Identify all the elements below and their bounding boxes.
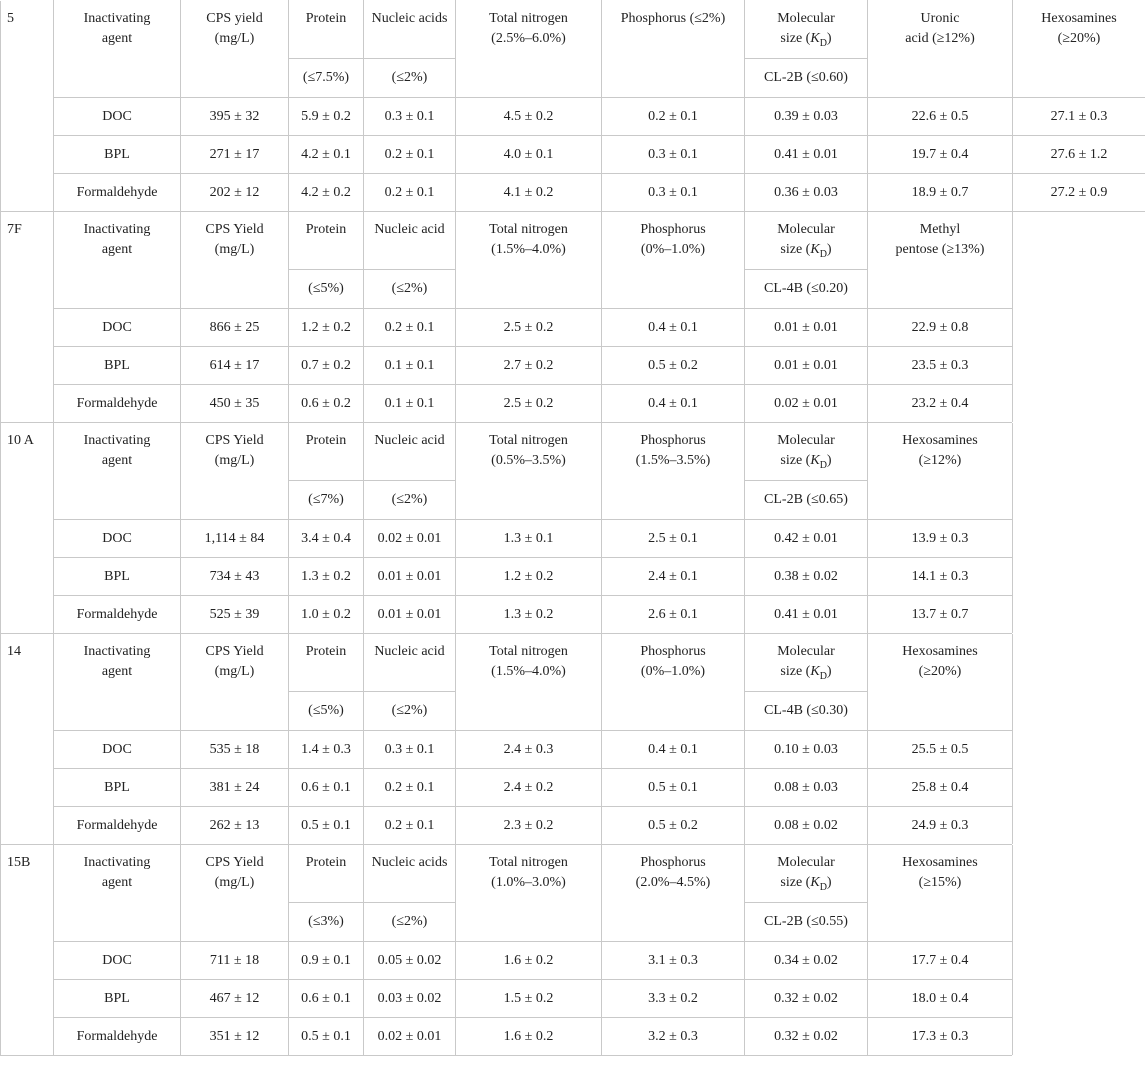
- cell-agent: DOC: [54, 309, 181, 347]
- cell-protein: 1.2 ± 0.2: [289, 309, 364, 347]
- header-text: ): [826, 453, 832, 468]
- header-cps-yield: [181, 423, 289, 520]
- header-line: Inactivating: [83, 433, 151, 448]
- header-text: size (: [780, 453, 811, 468]
- table-row: [1, 980, 1145, 1018]
- kd-subscript: D: [819, 248, 827, 260]
- cell-molsize: 0.42 ± 0.01: [745, 520, 868, 558]
- cell-nucleic: 0.1 ± 0.1: [364, 347, 456, 385]
- cell-c1: 18.9 ± 0.7: [868, 174, 1013, 212]
- header-protein: Protein: [289, 634, 364, 692]
- header-total-nitrogen: [456, 212, 602, 309]
- header-line: Hexosamines: [902, 433, 978, 448]
- header-line: Molecular: [777, 644, 835, 659]
- cell-c1: 24.9 ± 0.3: [868, 807, 1013, 845]
- header-phosphorus: [602, 845, 745, 942]
- spec-molecular-size: CL-4B (≤0.30): [745, 692, 868, 731]
- cell-yield: 450 ± 35: [181, 385, 289, 423]
- cell-agent: BPL: [54, 769, 181, 807]
- cell-c1: 25.8 ± 0.4: [868, 769, 1013, 807]
- cell-c1: 17.3 ± 0.3: [868, 1018, 1013, 1056]
- cell-yield: 395 ± 32: [181, 98, 289, 136]
- header-composition-1: [868, 634, 1013, 731]
- cell-agent: BPL: [54, 347, 181, 385]
- spec-protein: (≤3%): [289, 903, 364, 942]
- cell-nucleic: 0.03 ± 0.02: [364, 980, 456, 1018]
- empty-cell: [1013, 212, 1145, 423]
- header-inactivating-agent: [54, 423, 181, 520]
- cell-phosphorus: 0.5 ± 0.2: [602, 347, 745, 385]
- spec-molecular-size: CL-2B (≤0.55): [745, 903, 868, 942]
- kd-symbol: K: [810, 31, 820, 46]
- header-molecular-size: [745, 1, 868, 59]
- cell-agent: Formaldehyde: [54, 1018, 181, 1056]
- header-line: agent: [101, 875, 133, 890]
- cell-nitrogen: 4.1 ± 0.2: [456, 174, 602, 212]
- kd-symbol: K: [810, 664, 820, 679]
- header-line: [749, 451, 863, 471]
- empty-cell: [1013, 634, 1145, 845]
- header-phosphorus: [602, 212, 745, 309]
- header-line: Inactivating: [83, 11, 151, 26]
- header-line: Phosphorus: [640, 433, 706, 448]
- cell-phosphorus: 0.3 ± 0.1: [602, 136, 745, 174]
- cell-phosphorus: 2.5 ± 0.1: [602, 520, 745, 558]
- header-nucleic-acids: Nucleic acids: [364, 1, 456, 59]
- header-line: agent: [101, 31, 133, 46]
- cell-nitrogen: 4.5 ± 0.2: [456, 98, 602, 136]
- kd-symbol: K: [810, 242, 820, 257]
- header-protein: Protein: [289, 1, 364, 59]
- header-line: (0%–1.0%): [640, 664, 706, 679]
- cell-c1: 13.9 ± 0.3: [868, 520, 1013, 558]
- table-row: [1, 807, 1145, 845]
- cell-nucleic: 0.1 ± 0.1: [364, 385, 456, 423]
- cell-phosphorus: 0.5 ± 0.2: [602, 807, 745, 845]
- empty-cell: [1013, 423, 1145, 634]
- header-line: acid (≥12%): [905, 31, 975, 46]
- spec-molecular-size: CL-4B (≤0.20): [745, 270, 868, 309]
- cell-nitrogen: 1.3 ± 0.2: [456, 596, 602, 634]
- header-inactivating-agent: [54, 634, 181, 731]
- cell-c1: 18.0 ± 0.4: [868, 980, 1013, 1018]
- cell-agent: DOC: [54, 98, 181, 136]
- header-line: Molecular: [777, 433, 835, 448]
- header-nucleic-acids: Nucleic acid: [364, 634, 456, 692]
- table-row: [1, 558, 1145, 596]
- cell-phosphorus: 0.2 ± 0.1: [602, 98, 745, 136]
- cell-yield: 734 ± 43: [181, 558, 289, 596]
- header-cps-yield: [181, 634, 289, 731]
- cell-yield: 467 ± 12: [181, 980, 289, 1018]
- header-line: (2.5%–6.0%): [491, 31, 566, 46]
- cell-yield: 381 ± 24: [181, 769, 289, 807]
- cell-protein: 0.6 ± 0.2: [289, 385, 364, 423]
- cell-phosphorus: 2.6 ± 0.1: [602, 596, 745, 634]
- header-protein: Protein: [289, 845, 364, 903]
- header-line: Phosphorus (≤2%): [620, 11, 726, 26]
- cell-phosphorus: 3.1 ± 0.3: [602, 942, 745, 980]
- header-line: (≥15%): [918, 875, 962, 890]
- header-line: Phosphorus: [640, 222, 706, 237]
- cell-yield: 866 ± 25: [181, 309, 289, 347]
- cell-nitrogen: 4.0 ± 0.1: [456, 136, 602, 174]
- cell-c1: 22.9 ± 0.8: [868, 309, 1013, 347]
- cell-nitrogen: 2.4 ± 0.2: [456, 769, 602, 807]
- cell-yield: 1,114 ± 84: [181, 520, 289, 558]
- cell-c1: 25.5 ± 0.5: [868, 731, 1013, 769]
- table-row: [1, 385, 1145, 423]
- header-text: ): [826, 31, 832, 46]
- cell-nucleic: 0.2 ± 0.1: [364, 174, 456, 212]
- cell-nucleic: 0.2 ± 0.1: [364, 136, 456, 174]
- header-line: CPS Yield: [205, 644, 264, 659]
- header-phosphorus: [602, 423, 745, 520]
- header-line: Total nitrogen: [489, 644, 568, 659]
- cell-protein: 1.4 ± 0.3: [289, 731, 364, 769]
- header-line: [749, 662, 863, 682]
- header-molecular-size: [745, 634, 868, 692]
- cell-c1: 14.1 ± 0.3: [868, 558, 1013, 596]
- cell-molsize: 0.41 ± 0.01: [745, 136, 868, 174]
- header-line: (mg/L): [214, 664, 255, 679]
- cell-molsize: 0.10 ± 0.03: [745, 731, 868, 769]
- cell-c2: 27.6 ± 1.2: [1013, 136, 1145, 174]
- header-line: Molecular: [777, 11, 835, 26]
- cell-nitrogen: 2.5 ± 0.2: [456, 385, 602, 423]
- spec-molecular-size: CL-2B (≤0.60): [745, 59, 868, 98]
- cell-protein: 4.2 ± 0.2: [289, 174, 364, 212]
- serotype-cell: 7F: [1, 212, 54, 423]
- table-row: [1, 136, 1145, 174]
- cell-nucleic: 0.3 ± 0.1: [364, 98, 456, 136]
- cell-agent: BPL: [54, 136, 181, 174]
- header-line: (≥20%): [918, 664, 962, 679]
- cell-molsize: 0.01 ± 0.01: [745, 309, 868, 347]
- serotype-cell: 10 A: [1, 423, 54, 634]
- header-total-nitrogen: [456, 1, 602, 98]
- spec-protein: (≤5%): [289, 692, 364, 731]
- cell-nucleic: 0.2 ± 0.1: [364, 769, 456, 807]
- header-line: (mg/L): [214, 242, 255, 257]
- header-nucleic-acids: Nucleic acids: [364, 845, 456, 903]
- header-line: Total nitrogen: [489, 433, 568, 448]
- table-row: [1, 309, 1145, 347]
- header-line: pentose (≥13%): [895, 242, 985, 257]
- cell-yield: 535 ± 18: [181, 731, 289, 769]
- header-line: Hexosamines: [1041, 11, 1117, 26]
- cell-nucleic: 0.05 ± 0.02: [364, 942, 456, 980]
- cell-protein: 3.4 ± 0.4: [289, 520, 364, 558]
- kd-subscript: D: [819, 459, 827, 471]
- cell-phosphorus: 0.5 ± 0.1: [602, 769, 745, 807]
- header-inactivating-agent: [54, 212, 181, 309]
- header-text: size (: [780, 31, 811, 46]
- serotype-cell: 5: [1, 1, 54, 212]
- header-row: [1, 845, 1145, 903]
- kd-subscript: D: [819, 670, 827, 682]
- table-row: [1, 731, 1145, 769]
- header-composition-1: [868, 1, 1013, 98]
- table-row: [1, 1018, 1145, 1056]
- header-nucleic-acids: Nucleic acid: [364, 212, 456, 270]
- header-phosphorus: [602, 1, 745, 98]
- header-line: (mg/L): [214, 875, 255, 890]
- spec-nucleic-acids: (≤2%): [364, 692, 456, 731]
- header-cps-yield: [181, 1, 289, 98]
- cell-c1: 23.2 ± 0.4: [868, 385, 1013, 423]
- header-line: Total nitrogen: [489, 11, 568, 26]
- cell-nitrogen: 1.6 ± 0.2: [456, 1018, 602, 1056]
- cell-nitrogen: 2.3 ± 0.2: [456, 807, 602, 845]
- header-total-nitrogen: [456, 634, 602, 731]
- header-row: [1, 1, 1145, 59]
- cell-c1: 22.6 ± 0.5: [868, 98, 1013, 136]
- header-row: [1, 423, 1145, 481]
- cell-protein: 0.6 ± 0.1: [289, 980, 364, 1018]
- cell-protein: 5.9 ± 0.2: [289, 98, 364, 136]
- cell-molsize: 0.02 ± 0.01: [745, 385, 868, 423]
- header-phosphorus: [602, 634, 745, 731]
- header-line: CPS yield: [206, 11, 263, 26]
- header-molecular-size: [745, 423, 868, 481]
- header-line: (≥12%): [918, 453, 962, 468]
- header-text: size (: [780, 242, 811, 257]
- header-line: (0%–1.0%): [640, 242, 706, 257]
- cell-nitrogen: 1.3 ± 0.1: [456, 520, 602, 558]
- cell-agent: BPL: [54, 980, 181, 1018]
- spec-nucleic-acids: (≤2%): [364, 481, 456, 520]
- header-molecular-size: [745, 845, 868, 903]
- header-line: Molecular: [777, 855, 835, 870]
- header-text: ): [826, 242, 832, 257]
- cell-c2: 27.2 ± 0.9: [1013, 174, 1145, 212]
- spec-nucleic-acids: (≤2%): [364, 903, 456, 942]
- cell-agent: Formaldehyde: [54, 807, 181, 845]
- cell-nucleic: 0.2 ± 0.1: [364, 309, 456, 347]
- header-line: [749, 873, 863, 893]
- cell-agent: BPL: [54, 558, 181, 596]
- header-composition-2: [1013, 1, 1145, 98]
- header-line: agent: [101, 242, 133, 257]
- cell-molsize: 0.32 ± 0.02: [745, 1018, 868, 1056]
- cell-agent: Formaldehyde: [54, 596, 181, 634]
- header-line: Inactivating: [83, 222, 151, 237]
- kd-subscript: D: [819, 37, 827, 49]
- header-line: [749, 240, 863, 260]
- cell-agent: DOC: [54, 520, 181, 558]
- cell-phosphorus: 0.4 ± 0.1: [602, 309, 745, 347]
- cell-nucleic: 0.2 ± 0.1: [364, 807, 456, 845]
- cell-agent: DOC: [54, 731, 181, 769]
- cell-protein: 0.5 ± 0.1: [289, 807, 364, 845]
- cell-protein: 1.3 ± 0.2: [289, 558, 364, 596]
- table-row: [1, 98, 1145, 136]
- cell-protein: 0.9 ± 0.1: [289, 942, 364, 980]
- header-text: ): [826, 875, 832, 890]
- header-line: (2.0%–4.5%): [635, 875, 711, 890]
- table-row: [1, 174, 1145, 212]
- spec-nucleic-acids: (≤2%): [364, 59, 456, 98]
- header-line: Total nitrogen: [489, 855, 568, 870]
- cell-yield: 614 ± 17: [181, 347, 289, 385]
- cell-nucleic: 0.3 ± 0.1: [364, 731, 456, 769]
- header-line: Phosphorus: [640, 644, 706, 659]
- header-line: Uronic: [920, 11, 960, 26]
- kd-symbol: K: [810, 875, 820, 890]
- table-row: [1, 942, 1145, 980]
- header-protein: Protein: [289, 423, 364, 481]
- cell-molsize: 0.39 ± 0.03: [745, 98, 868, 136]
- spec-nucleic-acids: (≤2%): [364, 270, 456, 309]
- header-text: size (: [780, 664, 811, 679]
- serotype-cell: 14: [1, 634, 54, 845]
- cell-protein: 1.0 ± 0.2: [289, 596, 364, 634]
- kd-subscript: D: [819, 881, 827, 893]
- serotype-cell: 15B: [1, 845, 54, 1056]
- cell-yield: 271 ± 17: [181, 136, 289, 174]
- cell-nitrogen: 1.5 ± 0.2: [456, 980, 602, 1018]
- cell-nitrogen: 2.7 ± 0.2: [456, 347, 602, 385]
- cell-c1: 17.7 ± 0.4: [868, 942, 1013, 980]
- header-line: (1.5%–3.5%): [635, 453, 711, 468]
- cell-nitrogen: 2.5 ± 0.2: [456, 309, 602, 347]
- table-body: [1, 1, 1145, 1056]
- header-composition-1: [868, 845, 1013, 942]
- cell-protein: 0.5 ± 0.1: [289, 1018, 364, 1056]
- header-line: Inactivating: [83, 644, 151, 659]
- header-line: Hexosamines: [902, 855, 978, 870]
- header-line: (1.5%–4.0%): [491, 664, 566, 679]
- kd-symbol: K: [810, 453, 820, 468]
- header-line: (mg/L): [214, 31, 255, 46]
- header-inactivating-agent: [54, 1, 181, 98]
- cell-yield: 202 ± 12: [181, 174, 289, 212]
- cell-yield: 525 ± 39: [181, 596, 289, 634]
- spec-protein: (≤7.5%): [289, 59, 364, 98]
- header-molecular-size: [745, 212, 868, 270]
- header-total-nitrogen: [456, 845, 602, 942]
- cell-nucleic: 0.01 ± 0.01: [364, 596, 456, 634]
- header-line: (1.5%–4.0%): [491, 242, 566, 257]
- cell-protein: 4.2 ± 0.1: [289, 136, 364, 174]
- table-row: [1, 520, 1145, 558]
- header-line: (1.0%–3.0%): [491, 875, 566, 890]
- empty-cell: [1013, 845, 1145, 1056]
- cell-phosphorus: 0.3 ± 0.1: [602, 174, 745, 212]
- header-protein: Protein: [289, 212, 364, 270]
- cell-molsize: 0.36 ± 0.03: [745, 174, 868, 212]
- spec-protein: (≤7%): [289, 481, 364, 520]
- header-line: CPS Yield: [205, 855, 264, 870]
- table-row: [1, 596, 1145, 634]
- cell-phosphorus: 3.2 ± 0.3: [602, 1018, 745, 1056]
- header-line: (0.5%–3.5%): [491, 453, 566, 468]
- cell-protein: 0.7 ± 0.2: [289, 347, 364, 385]
- header-line: CPS Yield: [205, 433, 264, 448]
- cell-molsize: 0.34 ± 0.02: [745, 942, 868, 980]
- header-line: (≥20%): [1057, 31, 1101, 46]
- header-line: Methyl: [919, 222, 961, 237]
- header-row: [1, 634, 1145, 692]
- cell-molsize: 0.41 ± 0.01: [745, 596, 868, 634]
- cell-molsize: 0.01 ± 0.01: [745, 347, 868, 385]
- cell-agent: DOC: [54, 942, 181, 980]
- cell-yield: 711 ± 18: [181, 942, 289, 980]
- cell-phosphorus: 0.4 ± 0.1: [602, 385, 745, 423]
- header-inactivating-agent: [54, 845, 181, 942]
- cell-nitrogen: 1.2 ± 0.2: [456, 558, 602, 596]
- header-row: [1, 212, 1145, 270]
- cell-phosphorus: 0.4 ± 0.1: [602, 731, 745, 769]
- cell-phosphorus: 2.4 ± 0.1: [602, 558, 745, 596]
- cell-phosphorus: 3.3 ± 0.2: [602, 980, 745, 1018]
- header-line: (mg/L): [214, 453, 255, 468]
- cell-molsize: 0.38 ± 0.02: [745, 558, 868, 596]
- header-total-nitrogen: [456, 423, 602, 520]
- spec-molecular-size: CL-2B (≤0.65): [745, 481, 868, 520]
- table-row: [1, 769, 1145, 807]
- spec-protein: (≤5%): [289, 270, 364, 309]
- header-cps-yield: [181, 212, 289, 309]
- cell-yield: 351 ± 12: [181, 1018, 289, 1056]
- cell-molsize: 0.08 ± 0.03: [745, 769, 868, 807]
- header-line: agent: [101, 453, 133, 468]
- cell-agent: Formaldehyde: [54, 385, 181, 423]
- header-line: agent: [101, 664, 133, 679]
- cell-molsize: 0.32 ± 0.02: [745, 980, 868, 1018]
- header-nucleic-acids: Nucleic acid: [364, 423, 456, 481]
- cell-nitrogen: 2.4 ± 0.3: [456, 731, 602, 769]
- cell-nucleic: 0.02 ± 0.01: [364, 520, 456, 558]
- header-composition-1: [868, 212, 1013, 309]
- header-line: Total nitrogen: [489, 222, 568, 237]
- header-text: size (: [780, 875, 811, 890]
- header-text: ): [826, 664, 832, 679]
- cell-protein: 0.6 ± 0.1: [289, 769, 364, 807]
- cell-nitrogen: 1.6 ± 0.2: [456, 942, 602, 980]
- header-line: Inactivating: [83, 855, 151, 870]
- header-line: CPS Yield: [205, 222, 264, 237]
- cell-nucleic: 0.02 ± 0.01: [364, 1018, 456, 1056]
- header-composition-1: [868, 423, 1013, 520]
- header-line: Phosphorus: [640, 855, 706, 870]
- cell-c2: 27.1 ± 0.3: [1013, 98, 1145, 136]
- cell-molsize: 0.08 ± 0.02: [745, 807, 868, 845]
- table-row: [1, 347, 1145, 385]
- cell-c1: 19.7 ± 0.4: [868, 136, 1013, 174]
- cell-c1: 13.7 ± 0.7: [868, 596, 1013, 634]
- header-line: Hexosamines: [902, 644, 978, 659]
- cell-yield: 262 ± 13: [181, 807, 289, 845]
- header-line: [749, 29, 863, 49]
- cell-nucleic: 0.01 ± 0.01: [364, 558, 456, 596]
- cell-agent: Formaldehyde: [54, 174, 181, 212]
- header-line: Molecular: [777, 222, 835, 237]
- cell-c1: 23.5 ± 0.3: [868, 347, 1013, 385]
- header-cps-yield: [181, 845, 289, 942]
